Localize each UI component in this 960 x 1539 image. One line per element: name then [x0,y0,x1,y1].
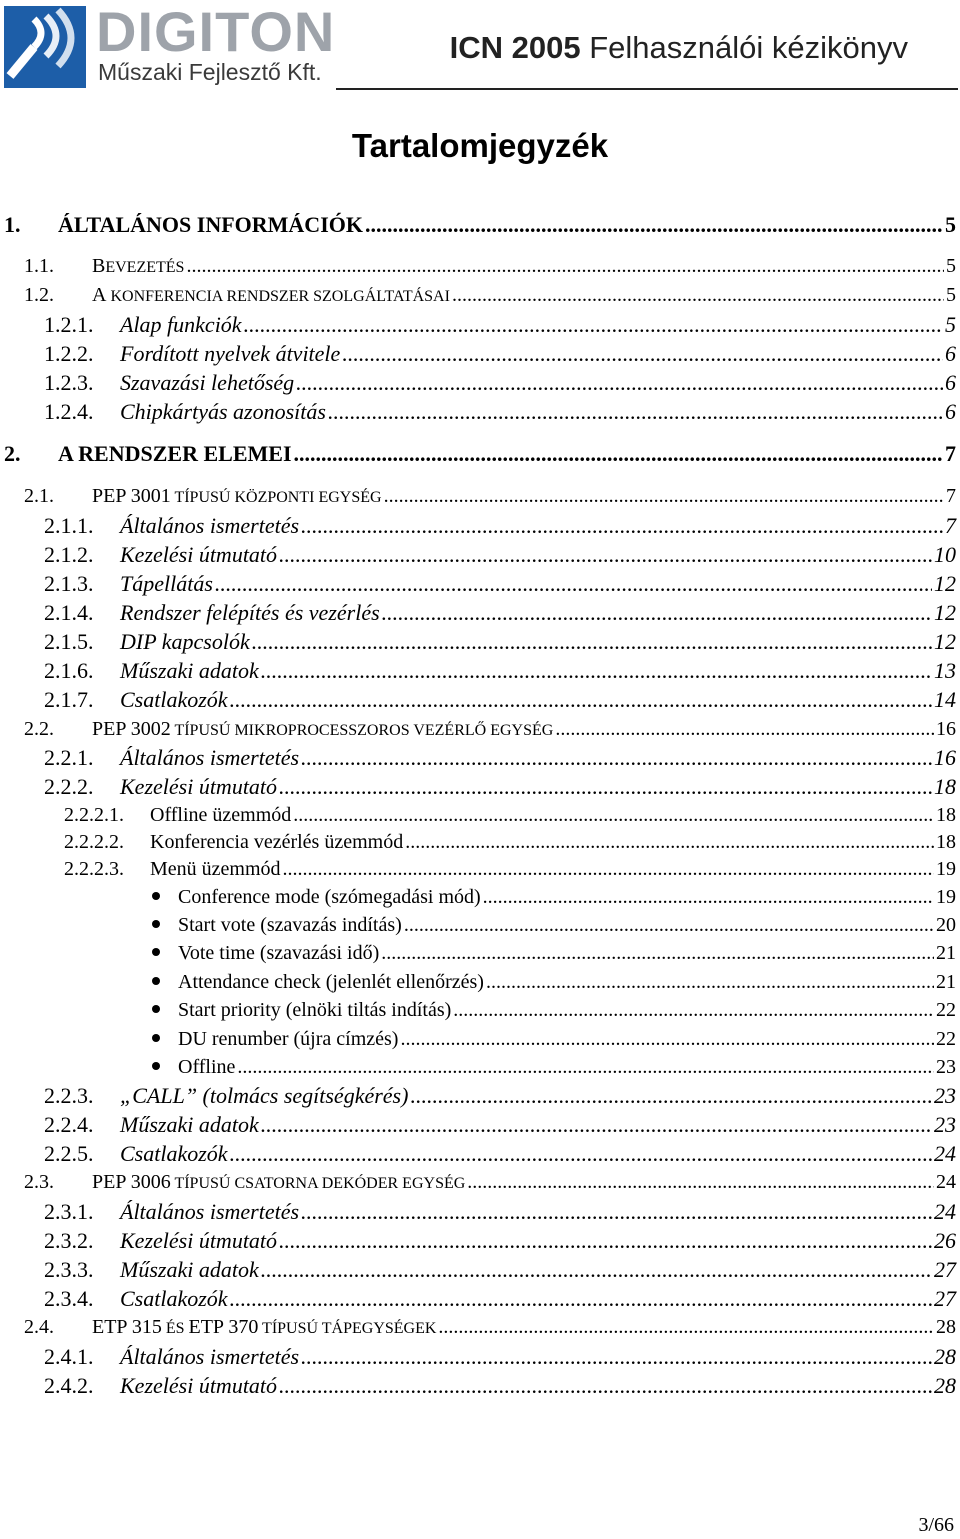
toc-leader [328,399,943,425]
toc-entry-page: 26 [934,1228,956,1253]
logo-name: DIGITON [96,0,336,63]
toc-leader [453,999,934,1022]
toc-entry-title: Kezelési útmutató [120,1373,278,1398]
toc-entry-number: 2.3.4. [44,1286,94,1311]
toc-entry-number: 2.1.1. [44,513,94,538]
toc-entry[interactable] [44,399,956,425]
toc-entry-number: 2.2.2. [44,774,94,799]
toc-entry-title: Csatlakozók [120,687,228,712]
toc-entry-title: Conference mode (szómegadási mód) [178,886,481,908]
toc-entry-number: 2.4. [24,1316,54,1338]
toc-entry-bullet [150,999,178,1022]
toc-entry[interactable] [24,284,956,307]
toc-leader [261,1257,932,1283]
toc-entry-page: 7 [945,513,956,538]
toc-entry[interactable] [150,1028,956,1051]
toc-entry-page: 6 [945,341,956,366]
toc-entry-number: 1.2.3. [44,370,94,395]
toc-entry-number: 2.4.1. [44,1344,94,1369]
toc-entry-number: 1.1. [24,255,54,277]
toc-entry-page: 19 [936,886,956,908]
toc-entry-number: 2.2.1. [44,745,94,770]
bullet-icon [152,948,160,956]
toc-entry-title-initial: A [92,284,107,306]
toc-entry-number: 2. [4,441,21,466]
toc-entry-title-model: PEP 3006 [92,1171,171,1193]
toc-entry-title: Általános ismertetés [120,1344,300,1369]
toc-entry-page: 24 [934,1199,956,1224]
toc-entry-page: 21 [936,942,956,964]
toc-leader [230,687,932,713]
toc-entry-page: 16 [936,718,956,740]
toc-leader [467,1171,934,1194]
toc-leader [244,312,943,338]
toc-entry-page: 12 [934,600,956,625]
toc-entry-number: 2.3.3. [44,1257,94,1282]
document-name: Felhasználói kézikönyv [589,30,908,65]
toc-entry[interactable] [24,485,956,508]
toc-entry-page: 24 [936,1171,956,1193]
toc-entry-number: 2.3. [24,1171,54,1193]
toc-entry-number: 2.3.1. [44,1199,94,1224]
toc-entry[interactable] [44,1141,956,1167]
toc-leader [301,1199,932,1225]
toc-leader [279,774,932,800]
toc-leader [301,513,943,539]
toc-entry[interactable] [24,255,956,278]
toc-entry[interactable] [44,513,956,539]
toc-entry[interactable] [24,718,956,741]
toc-entry-title: Műszaki adatok [120,658,259,683]
toc-entry[interactable] [150,1056,956,1079]
toc-entry-page: 24 [934,1141,956,1166]
toc-entry-title: Műszaki adatok [120,1257,259,1282]
toc-entry-title-rest: KONFERENCIA RENDSZER SZOLGÁLTATÁSAI [106,288,450,305]
toc-entry-page: 21 [936,971,956,993]
toc-entry-page: 5 [946,284,956,306]
toc-entry-title: Kezelési útmutató [120,542,278,567]
toc-entry-title: Chipkártyás azonosítás [120,399,326,424]
toc-entry-page: 27 [934,1286,956,1311]
toc-entry-page: 13 [934,658,956,683]
toc-entry-page: 28 [934,1373,956,1398]
toc-entry-page: 22 [936,999,956,1021]
toc-entry-title: Alap funkciók [120,312,242,337]
toc-entry-title [92,255,184,278]
toc-leader [438,1316,934,1339]
bullet-icon [152,977,160,985]
toc-entry-bullet [150,914,178,937]
toc-leader [410,1083,932,1109]
toc-entry-title: A RENDSZER ELEMEI [58,441,292,466]
header-divider [336,88,958,90]
toc-leader [301,1344,932,1370]
page-header [0,0,960,92]
toc-leader [296,370,943,396]
toc-entry-number: 2.2.2.3. [64,858,124,880]
toc-entry-number: 2.4.2. [44,1373,94,1398]
toc-leader [342,341,943,367]
toc-entry-number: 2.2. [24,718,54,740]
toc-entry-title: Vote time (szavazási idő) [178,942,380,964]
toc-entry[interactable] [44,1083,956,1109]
toc-leader [279,1373,932,1399]
toc-entry-title-model: PEP 3002 [92,718,171,740]
toc-entry-title: Kezelési útmutató [120,1228,278,1253]
toc-leader [261,658,932,684]
bullet-icon [152,892,160,900]
toc-entry-bullet [150,1028,178,1051]
toc-entry-number: 2.1.2. [44,542,94,567]
toc-leader [486,971,934,994]
toc-entry-page: 7 [945,441,956,466]
toc-entry-number: 2.1.6. [44,658,94,683]
toc-entry-title [92,485,382,508]
toc-entry-bullet [150,942,178,965]
toc-entry[interactable] [24,1171,956,1194]
toc-entry-page: 20 [936,914,956,936]
toc-entry-title-model: ETP 315 [92,1316,162,1338]
toc-entry-page: 18 [936,831,956,853]
toc-leader [365,212,943,238]
bullet-icon [152,1062,160,1070]
document-title [450,30,908,66]
toc-entry-number: 1.2.2. [44,341,94,366]
toc-entry[interactable] [44,1286,956,1312]
toc-entry-title: Csatlakozók [120,1141,228,1166]
toc-entry[interactable] [44,745,956,771]
toc-entry-title: Start priority (elnöki tiltás indítás) [178,999,452,1021]
toc-entry-page: 28 [936,1316,956,1338]
toc-entry-number: 2.2.3. [44,1083,94,1108]
toc-leader [230,1141,932,1167]
toc-leader [230,1286,932,1312]
toc-entry[interactable] [64,831,956,854]
toc-entry-title: Tápellátás [120,571,213,596]
toc-entry[interactable] [44,1257,956,1283]
toc-entry[interactable] [44,687,956,713]
toc-entry-title [92,718,553,741]
toc-leader [215,571,932,597]
toc-entry[interactable] [44,600,956,626]
toc-entry[interactable] [44,774,956,800]
document-code: ICN 2005 [449,30,581,65]
toc-entry-number: 2.2.5. [44,1141,94,1166]
toc-entry[interactable] [44,1228,956,1254]
toc-entry-number: 2.2.2.2. [64,831,124,853]
toc-entry-title: Műszaki adatok [120,1112,259,1137]
toc-entry-page: 5 [945,212,956,237]
toc-entry-bullet [150,1056,178,1079]
toc-leader [384,485,944,508]
toc-entry-page: 23 [934,1112,956,1137]
bullet-icon [152,1034,160,1042]
toc-leader [279,542,932,568]
toc-leader [279,1228,932,1254]
toc-entry-page: 16 [934,745,956,770]
toc-entry-page: 23 [936,1056,956,1078]
toc-entry-page: 22 [936,1028,956,1050]
toc-entry[interactable] [4,441,956,467]
toc-entry-title: Fordított nyelvek átvitele [120,341,341,366]
toc-entry-title: Rendszer felépítés és vezérlés [120,600,380,625]
toc-entry[interactable] [150,914,956,937]
toc-entry[interactable] [24,1316,956,1339]
toc-entry-number: 2.2.2.1. [64,804,124,826]
bullet-icon [152,920,160,928]
toc-entry[interactable] [150,971,956,994]
toc-entry-number: 2.1.4. [44,600,94,625]
toc-entry-page: 14 [934,687,956,712]
bullet-icon [152,1005,160,1013]
toc-leader [382,600,932,626]
toc-entry-title: Start vote (szavazás indítás) [178,914,402,936]
toc-entry-page: 5 [945,312,956,337]
toc-entry-page: 12 [934,571,956,596]
toc-leader [252,629,932,655]
toc-entry-page: 12 [934,629,956,654]
toc-entry-title: ÁLTALÁNOS INFORMÁCIÓK [58,212,363,237]
toc-entry-title-initial: B [92,255,106,277]
toc-entry-title [92,1171,465,1194]
toc-entry[interactable] [44,629,956,655]
toc-entry-title: Konferencia vezérlés üzemmód [150,831,404,853]
toc-entry-title: Szavazási lehetőség [120,370,295,395]
toc-entry[interactable] [64,858,956,881]
toc-entry[interactable] [150,999,956,1022]
toc-entry-number: 1.2.4. [44,399,94,424]
toc-entry-title: Offline [178,1056,236,1078]
toc-leader [293,804,934,827]
toc-entry-title: Kezelési útmutató [120,774,278,799]
toc-entry[interactable] [150,886,956,909]
toc-leader [186,255,944,278]
toc-entry-number: 2.1.5. [44,629,94,654]
toc-entry-title: Attendance check (jelenlét ellenőrzés) [178,971,484,993]
toc-entry-page: 5 [946,255,956,277]
toc-entry-number: 2.1.3. [44,571,94,596]
toc-entry-title: Csatlakozók [120,1286,228,1311]
toc-entry-number: 2.2.4. [44,1112,94,1137]
toc-entry[interactable] [44,542,956,568]
toc-entry-title [92,1316,436,1339]
digiton-logo-icon [4,6,86,88]
toc-entry[interactable] [44,1344,956,1370]
toc-entry-page: 19 [936,858,956,880]
toc-entry[interactable] [44,1373,956,1399]
toc-entry[interactable] [44,1112,956,1138]
toc-leader [294,441,943,467]
toc-entry-number: 2.1.7. [44,687,94,712]
toc-entry-title: Menü üzemmód [150,858,281,880]
toc-entry-page: 7 [946,485,956,507]
toc-leader [404,914,934,937]
toc-entry[interactable] [44,1199,956,1225]
toc-entry-title: Általános ismertetés [120,1199,300,1224]
toc-entry-title-rest: TÍPUSÚ KÖZPONTI EGYSÉG [170,489,382,506]
toc-entry[interactable] [4,212,956,238]
toc-entry-title: Általános ismertetés [120,745,300,770]
toc-entry-title-model-2: ETP 370 [188,1316,259,1338]
toc-entry-number: 2.1. [24,485,54,507]
toc-entry-page: 10 [934,542,956,567]
toc-entry-page: 6 [945,370,956,395]
toc-leader [261,1112,932,1138]
toc-entry-page: 27 [934,1257,956,1282]
toc-leader [452,284,944,307]
toc-entry-title-rest: EVEZETÉS [105,259,185,276]
toc-leader [283,858,934,881]
toc-entry[interactable] [44,571,956,597]
toc-entry-page: 18 [936,804,956,826]
logo-subtitle: Műszaki Fejlesztő Kft. [98,59,322,85]
toc-entry-page: 28 [934,1344,956,1369]
toc-entry[interactable] [44,341,956,367]
toc-entry[interactable] [150,942,956,965]
toc-entry-title-model: PEP 3001 [92,485,171,507]
toc-entry-page: 23 [934,1083,956,1108]
toc-entry[interactable] [44,658,956,684]
toc-entry[interactable] [64,804,956,827]
toc-entry-title: Általános ismertetés [120,513,300,538]
toc-entry-page: 18 [934,774,956,799]
toc-title: Tartalomjegyzék [351,127,609,164]
toc-entry-title-rest: TÍPUSÚ MIKROPROCESSZOROS VEZÉRLŐ EGYSÉG [170,722,554,739]
toc-entry[interactable] [44,370,956,396]
toc-entry-page: 6 [945,399,956,424]
toc-entry-bullet [150,971,178,994]
toc-entry-title: DIP kapcsolók [120,629,250,654]
toc-leader [381,942,934,965]
toc-leader [483,886,934,909]
toc-entry-number: 1.2.1. [44,312,94,337]
toc-entry-title: Offline üzemmód [150,804,292,826]
toc-entry-title: DU renumber (újra címzés) [178,1028,399,1050]
toc-entry-number: 1. [4,212,21,237]
toc-leader [405,831,934,854]
toc-entry-title-rest: TÍPUSÚ TÁPEGYSÉGEK [258,1320,437,1337]
toc-entry-number: 1.2. [24,284,54,306]
toc-entry-title [92,284,450,307]
toc-entry-bullet [150,886,178,909]
toc-leader [301,745,932,771]
toc-entry-title: „CALL” (tolmács segítségkérés) [120,1083,409,1108]
toc-entry-number: 2.3.2. [44,1228,94,1253]
toc-entry-title-rest: TÍPUSÚ CSATORNA DEKÓDER EGYSÉG [170,1175,466,1192]
toc-entry-title-conjunction: ÉS [161,1320,189,1337]
page-number: 3/66 [918,1514,954,1536]
toc-leader [555,718,934,741]
toc-entry[interactable] [44,312,956,338]
toc-leader [400,1028,934,1051]
toc-leader [237,1056,934,1079]
